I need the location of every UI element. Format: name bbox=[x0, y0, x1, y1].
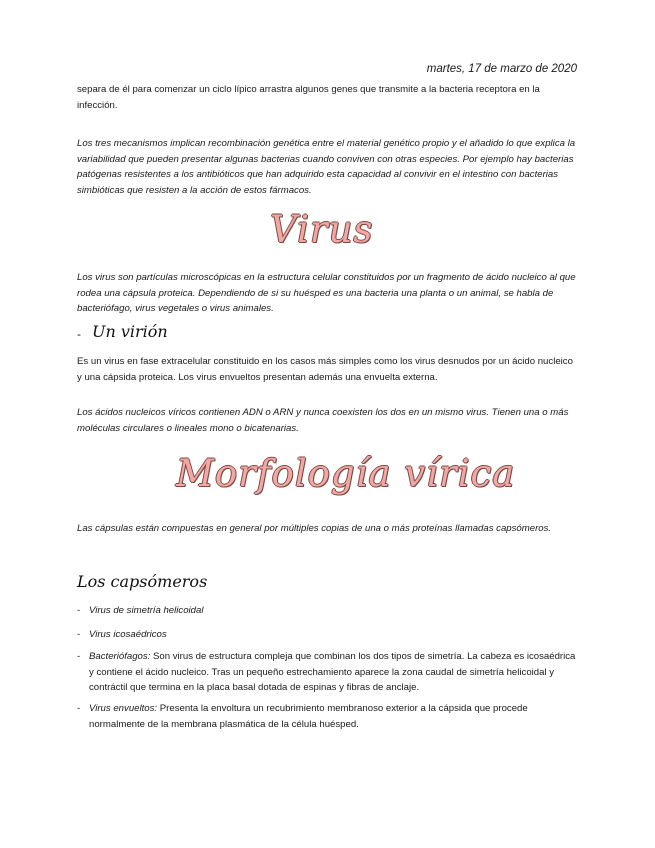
list-item-term: Virus envueltos: bbox=[89, 703, 158, 714]
list-item bbox=[77, 603, 577, 619]
list-item-term: Bacteriófagos: bbox=[89, 651, 151, 662]
page-date: martes, 17 de marzo de 2020 bbox=[426, 63, 577, 75]
capsids-paragraph: Las cápsulas están compuestas en general por múltiples copias de una o más proteínas llamadas capsómeros. bbox=[77, 523, 552, 534]
nucleic-acids-paragraph: Los ácidos nucleicos víricos contienen ADN o ARN y nunca coexisten los dos en un mismo virus. Tienen una o más moléculas circulares o lineales mono o bicatenarias. bbox=[77, 407, 569, 434]
mechanisms-paragraph: Los tres mecanismos implican recombinación genética entre el material genético propio y el añadido lo que explica la variabilidad que pueden presentar algunas bacterias cuando conviven con otras especies. Por ejemplo hay bacterias patógenas resistentes a los antibióticos que han adquirido esta capacidad al convivir en el intestino con bacterias simbióticas que resisten a la acción de estos fármacos. bbox=[77, 138, 576, 196]
list-item bbox=[77, 627, 577, 643]
title-morphology: Morfología vírica bbox=[176, 452, 516, 495]
list-item-text: Presenta la envoltura un recubrimiento membranoso exterior a la cápsida que procede normalmente de la membrana plasmática de la célula huésped. bbox=[89, 703, 528, 730]
list-item bbox=[77, 701, 577, 732]
virion-paragraph: Es un virus en fase extracelular constituido en los casos más simples como los virus desnudos por un ácido nucleico y una cápsida proteica. Los virus envueltos presentan además una envuelta externa. bbox=[77, 356, 573, 383]
title-virus: Virus bbox=[270, 208, 374, 251]
virus-paragraph: Los virus son partículas microscópicas en la estructura celular constituidos por un fragmento de ácido nucleico al que rodea una cápsula proteica. Dependiendo de si su huésped es una bacteria una planta o un animal, se habla de bacteriófago, virus vegetales o virus animales. bbox=[77, 272, 576, 315]
virion-dash: - bbox=[77, 327, 81, 341]
list-item-term: Virus icosaédricos bbox=[89, 629, 167, 640]
list-item-term: Virus de simetría helicoidal bbox=[89, 605, 204, 616]
intro-paragraph: separa de él para comenzar un ciclo lípico arrastra algunos genes que transmite a la bacteria receptora en la infección. bbox=[77, 84, 540, 111]
subtitle-virion: Un virión bbox=[92, 322, 168, 341]
list-bullet: - bbox=[77, 629, 81, 640]
list-bullet: - bbox=[77, 651, 81, 662]
list-bullet: - bbox=[77, 703, 81, 714]
list-item-text: Son virus de estructura compleja que combinan los dos tipos de simetría. La cabeza es icosaédrica y contiene el ácido nucleico. Tras un pequeño estrechamiento aparece la zona caudal de simetría helicoidal y contráctil que termina en la placa basal dotada de espinas y fibras de anclaje. bbox=[89, 651, 576, 694]
subtitle-capsomers: Los capsómeros bbox=[77, 572, 208, 591]
list-item bbox=[77, 649, 577, 696]
list-bullet: - bbox=[77, 605, 81, 616]
